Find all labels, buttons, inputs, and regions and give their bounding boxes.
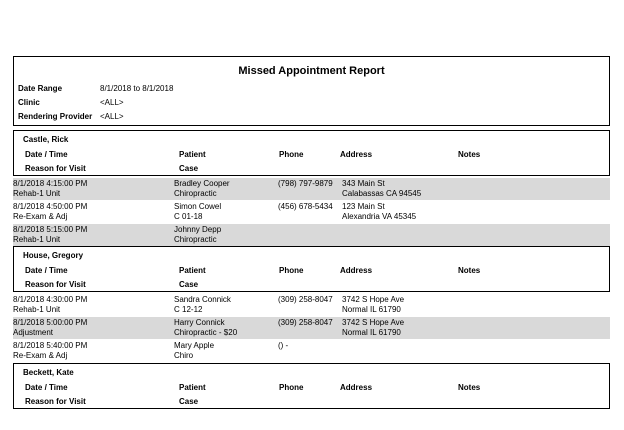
- appt-phone: () -: [278, 341, 289, 350]
- appt-datetime: 8/1/2018 5:00:00 PM: [13, 318, 88, 327]
- report-title: Missed Appointment Report: [238, 65, 385, 77]
- header-address: Address: [340, 150, 373, 159]
- appt-address-line1: 343 Main St: [342, 179, 385, 188]
- appt-datetime: 8/1/2018 4:30:00 PM: [13, 295, 88, 304]
- meta-label: Rendering Provider: [18, 112, 93, 121]
- appt-case: Chiro: [174, 351, 194, 360]
- appt-patient: Mary Apple: [174, 341, 215, 350]
- header-reason: Reason for Visit: [25, 397, 86, 406]
- appt-phone: (309) 258-8047: [278, 295, 333, 304]
- meta-value: <ALL>: [100, 112, 124, 121]
- appointment-row: [13, 340, 610, 362]
- header-reason: Reason for Visit: [25, 164, 86, 173]
- provider-header-box: [13, 246, 610, 292]
- appt-address-line2: Alexandria VA 45345: [342, 212, 417, 221]
- appt-reason: Adjustment: [13, 328, 54, 337]
- header-phone: Phone: [279, 150, 304, 159]
- provider-name: Beckett, Kate: [23, 368, 74, 377]
- header-notes: Notes: [458, 266, 481, 275]
- appt-datetime: 8/1/2018 5:40:00 PM: [13, 341, 88, 350]
- header-patient: Patient: [179, 266, 206, 275]
- header-patient: Patient: [179, 383, 206, 392]
- appt-case: C 12-12: [174, 305, 203, 314]
- header-address: Address: [340, 266, 373, 275]
- appt-phone: (456) 678-5434: [278, 202, 333, 211]
- appt-case: Chiropractic: [174, 189, 217, 198]
- appt-case: Chiropractic: [174, 235, 217, 244]
- appt-patient: Johnny Depp: [174, 225, 222, 234]
- appt-address-line1: 3742 S Hope Ave: [342, 295, 405, 304]
- provider-name: Castle, Rick: [23, 135, 69, 144]
- appt-address-line2: Calabassas CA 94545: [342, 189, 422, 198]
- appt-address-line1: 123 Main St: [342, 202, 385, 211]
- header-notes: Notes: [458, 150, 481, 159]
- appt-address-line2: Normal IL 61790: [342, 305, 401, 314]
- appt-patient: Harry Connick: [174, 318, 225, 327]
- appointment-row: [13, 201, 610, 223]
- appt-address-line2: Normal IL 61790: [342, 328, 401, 337]
- header-case: Case: [179, 164, 199, 173]
- header-phone: Phone: [279, 383, 304, 392]
- appt-case: Chiropractic - $20: [174, 328, 238, 337]
- appt-datetime: 8/1/2018 4:50:00 PM: [13, 202, 88, 211]
- header-case: Case: [179, 280, 199, 289]
- appt-patient: Simon Cowel: [174, 202, 222, 211]
- header-datetime: Date / Time: [25, 150, 68, 159]
- provider-header-box: [13, 363, 610, 409]
- appointment-row: [13, 178, 610, 200]
- appt-reason: Rehab-1 Unit: [13, 305, 61, 314]
- appt-patient: Bradley Cooper: [174, 179, 230, 188]
- header-phone: Phone: [279, 266, 304, 275]
- appt-reason: Rehab-1 Unit: [13, 189, 61, 198]
- header-datetime: Date / Time: [25, 383, 68, 392]
- header-address: Address: [340, 383, 373, 392]
- appt-datetime: 8/1/2018 4:15:00 PM: [13, 179, 88, 188]
- meta-value: 8/1/2018 to 8/1/2018: [100, 84, 174, 93]
- meta-label: Date Range: [18, 84, 63, 93]
- appt-reason: Rehab-1 Unit: [13, 235, 61, 244]
- header-reason: Reason for Visit: [25, 280, 86, 289]
- header-case: Case: [179, 397, 199, 406]
- provider-name: House, Gregory: [23, 251, 84, 260]
- header-notes: Notes: [458, 383, 481, 392]
- report-header-box: [13, 56, 610, 126]
- appointment-row: [13, 317, 610, 339]
- appt-reason: Re-Exam & Adj: [13, 351, 68, 360]
- appt-datetime: 8/1/2018 5:15:00 PM: [13, 225, 88, 234]
- header-datetime: Date / Time: [25, 266, 68, 275]
- meta-label: Clinic: [18, 98, 40, 107]
- appt-phone: (798) 797-9879: [278, 179, 333, 188]
- meta-value: <ALL>: [100, 98, 124, 107]
- appointment-row: [13, 294, 610, 316]
- appt-patient: Sandra Connick: [174, 295, 231, 304]
- header-patient: Patient: [179, 150, 206, 159]
- appointment-row: [13, 224, 610, 246]
- appt-address-line1: 3742 S Hope Ave: [342, 318, 405, 327]
- provider-header-box: [13, 130, 610, 176]
- appt-phone: (309) 258-8047: [278, 318, 333, 327]
- appt-reason: Re-Exam & Adj: [13, 212, 68, 221]
- appt-case: C 01-18: [174, 212, 203, 221]
